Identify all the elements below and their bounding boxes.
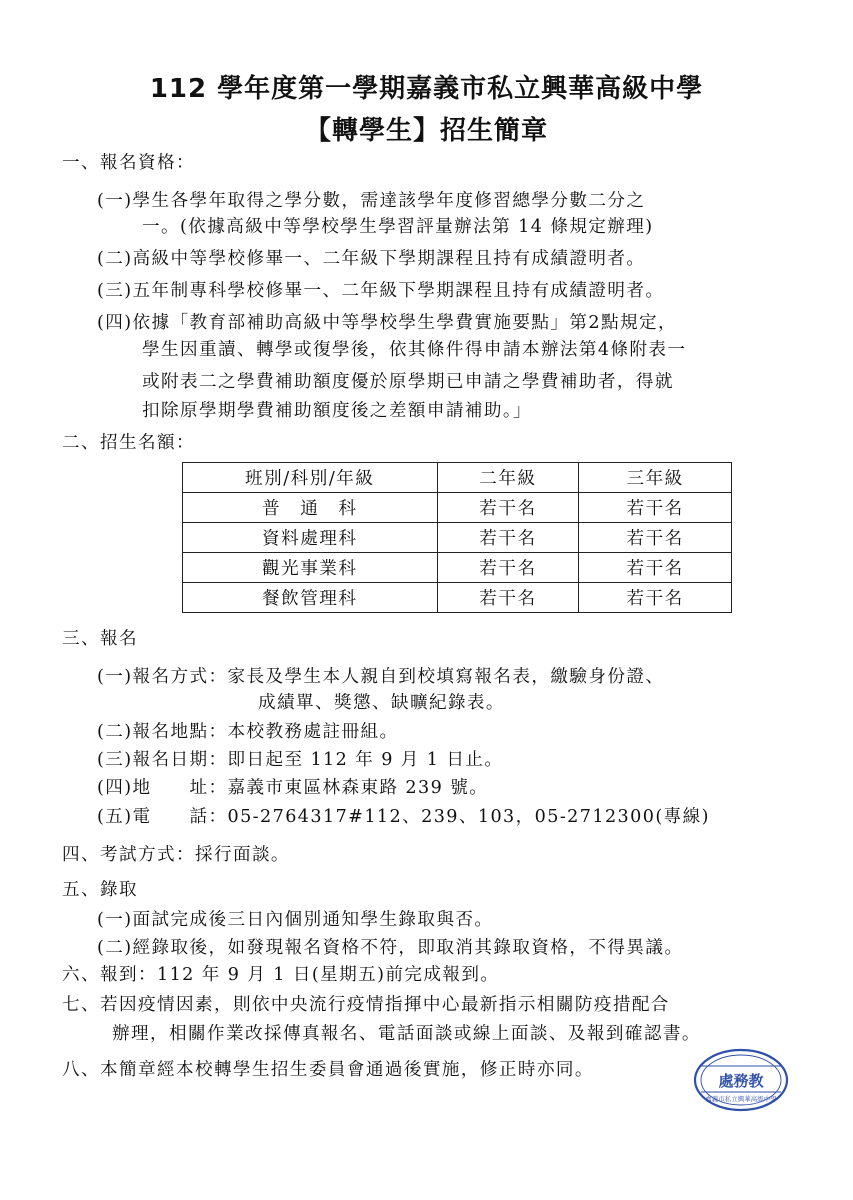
enrollment-quota-table [182,462,732,613]
table-cell: 若干名 [437,523,579,553]
table-cell-department: 資料處理科 [183,523,438,553]
table-cell: 若干名 [579,493,732,523]
table-cell: 若干名 [437,553,579,583]
section-5-item-2: (二)經錄取後，如發現報名資格不符，即取消其錄取資格，不得異議。 [97,938,684,958]
section-3-item-2: (二)報名地點：本校教務處註冊組。 [97,722,399,742]
section-3-item-5: (五)電 話：05-2764317#112、239、103，05-2712300(專線) [97,807,710,827]
section-1-item-1: (一)學生各學年取得之學分數，需達該學年度修習總學分數二分之 [97,191,646,211]
section-5-heading: 五、錄取 [62,880,138,900]
section-1-heading: 一、報名資格： [62,153,195,173]
document-subtitle: 【轉學生】招生簡章 [304,116,548,146]
table-header-row [183,463,732,493]
table-header-cell: 班別/科別/年級 [183,463,438,493]
table-row [183,553,732,583]
section-4-line: 四、考試方式：採行面談。 [62,845,290,865]
seal-arc-text: 嘉義市私立興華高級中學 [705,1095,777,1103]
table-row [183,583,732,613]
section-7-line-2: 辦理，相關作業改採傳真報名、電話面談或線上面談、及報到確認書。 [112,1024,701,1044]
table-header-cell: 二年級 [437,463,579,493]
section-3-item-3: (三)報名日期：即日起至 112 年 9 月 1 日止。 [97,750,504,770]
section-7-line-1: 七、若因疫情因素，則依中央流行疫情指揮中心最新指示相關防疫措配合 [62,995,670,1015]
section-1-item-3: (三)五年制專科學校修畢一、二年級下學期課程且持有成績證明者。 [97,281,665,301]
section-1-item-4-cont-3: 扣除原學期學費補助額度後之差額申請補助。」 [142,401,533,421]
academic-affairs-seal [693,1048,789,1112]
table-cell-department: 觀光事業科 [183,553,438,583]
section-1-item-4-cont-1: 學生因重讀、轉學或復學後，依其條件得申請本辦法第4條附表一 [142,340,687,360]
seal-main-text: 處務教 [718,1072,764,1090]
table-cell: 若干名 [579,553,732,583]
table-cell: 若干名 [579,583,732,613]
section-6-line: 六、報到：112 年 9 月 1 日(星期五)前完成報到。 [62,965,500,985]
table-cell-department: 餐飲管理科 [183,583,438,613]
section-1-item-4: (四)依據「教育部補助高級中等學校學生學費實施要點」第2點規定， [97,313,677,333]
table-cell: 若干名 [437,493,579,523]
section-5-item-1: (一)面試完成後三日內個別通知學生錄取與否。 [97,910,494,930]
section-3-item-1-cont: 成績單、獎懲、缺曠紀錄表。 [258,693,505,713]
document-title: 112 學年度第一學期嘉義市私立興華高級中學 [149,74,704,104]
section-3-item-4: (四)地 址：嘉義市東區林森東路 239 號。 [97,778,489,798]
section-2-heading: 二、招生名額： [62,433,195,453]
table-cell: 若干名 [579,523,732,553]
table-row [183,493,732,523]
section-3-heading: 三、報名 [62,629,138,649]
section-1-item-4-cont-2: 或附表二之學費補助額度優於原學期已申請之學費補助者，得就 [142,372,674,392]
table-row [183,523,732,553]
table-cell-department: 普 通 科 [183,493,438,523]
section-8-line: 八、本簡章經本校轉學生招生委員會通過後實施，修正時亦同。 [62,1060,594,1080]
section-1-item-1-cont: 一。(依據高級中等學校學生學習評量辦法第 14 條規定辦理) [142,217,654,237]
table-header-cell: 三年級 [579,463,732,493]
table-cell: 若干名 [437,583,579,613]
section-3-item-1: (一)報名方式：家長及學生本人親自到校填寫報名表，繳驗身份證、 [97,667,665,687]
section-1-item-2: (二)高級中等學校修畢一、二年級下學期課程且持有成績證明者。 [97,249,646,269]
